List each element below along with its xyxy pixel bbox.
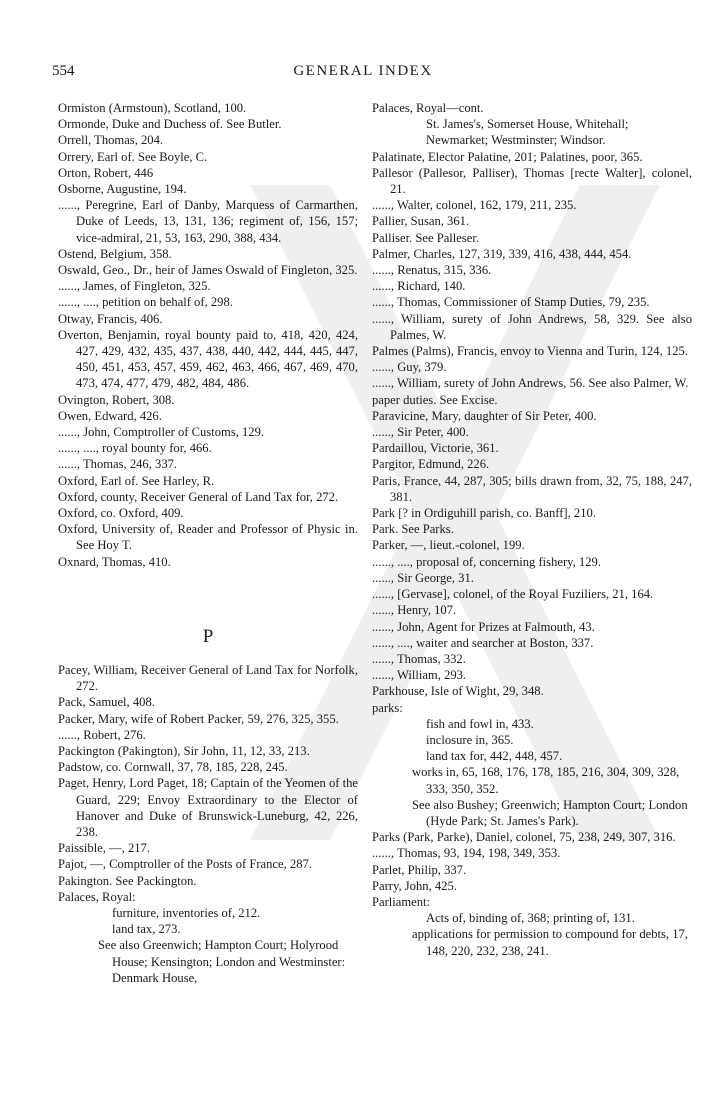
page-number: 554 [52,63,75,79]
index-entry: Packington (Pakington), Sir John, 11, 12, 33, 213. [58,743,310,758]
index-entry: Palatinate, Elector Palatine, 201; Palatines, poor, 365. [372,149,643,164]
index-entry: ......, William, surety of John Andrews, 58, 329. See also Palmes, W. [372,311,692,342]
index-subentry: works in, 65, 168, 176, 178, 185, 216, 304, 309, 328, 333, 350, 352. [412,765,680,796]
index-entry: Ormonde, Duke and Duchess of. See Butler. [58,117,282,132]
index-entry: ......, ...., royal bounty for, 466. [58,441,212,456]
index-entry: ......, Thomas, 332. [372,651,466,666]
index-entry: ......, Thomas, 246, 337. [58,457,178,472]
index-entry: ......, ...., petition on behalf of, 298. [58,295,233,310]
index-entry: Palliser. See Palleser. [372,230,480,245]
index-entry: ......, William, surety of John Andrews, 56. See also Palmer, W. [372,376,689,391]
index-entry: ......, James, of Fingleton, 325. [58,279,211,294]
index-entry: paper duties. See Excise. [372,392,498,407]
index-entry: Orrery, Earl of. See Boyle, C. [58,149,208,164]
index-entry: Pajot, —, Comptroller of the Posts of France, 287. [58,857,312,872]
index-entry: ......, ...., waiter and searcher at Boston, 337. [372,635,594,650]
index-entry: Palaces, Royal: [58,889,136,904]
index-entry: Pacey, William, Receiver General of Land Tax for Norfolk, 272. [58,662,358,694]
index-subentry: land tax for, 442, 448, 457. [426,749,563,764]
index-entry: Parliament: [372,894,431,909]
index-entry: Osborne, Augustine, 194. [58,182,187,197]
index-entry: ......, Sir Peter, 400. [372,425,469,440]
index-entry: Overton, Benjamin, royal bounty paid to, 418, 420, 424, 427, 429, 432, 435, 437, 438, 440, 442, 444, 445, 447, 450, 451, 453, 457, 459, 462, 463, 466, 467, 469, 470, 473, 474, 477, 479, 482, 484, 486. [58,327,358,391]
index-entry: Pargitor, Edmund, 226. [372,457,490,472]
index-entry: Parry, John, 425. [372,878,457,893]
index-entry: Paris, France, 44, 287, 305; bills drawn from, 32, 75, 188, 247, 381. [372,473,692,504]
index-entry: Park [? in Ordiguhill parish, co. Banff], 210. [372,506,596,521]
index-entry: Pakington. See Packington. [58,873,197,888]
index-entry: Otway, Francis, 406. [58,311,163,326]
index-entry: Parkhouse, Isle of Wight, 29, 348. [372,684,544,699]
index-subentry: Acts of, binding of, 368; printing of, 131. [426,911,635,926]
index-entry: ......, Richard, 140. [372,279,466,294]
index-entry: Pardaillou, Victorie, 361. [372,441,499,456]
index-entry: ......, ...., proposal of, concerning fishery, 129. [372,554,601,569]
index-entry: Owen, Edward, 426. [58,408,162,423]
index-entry: ......, Thomas, 93, 194, 198, 349, 353. [372,846,561,861]
index-subentry: See also Bushey; Greenwich; Hampton Court; London (Hyde Park; St. James's Park). [412,797,688,828]
index-subentry: See also Greenwich; Hampton Court; Holyrood House; Kensington; London and Westminster: Denmark House, [98,938,346,985]
index-entry: Padstow, co. Cornwall, 37, 78, 185, 228, 245. [58,760,288,775]
index-entry: Palmes (Palms), Francis, envoy to Vienna and Turin, 124, 125. [372,344,688,359]
index-entry: Oxford, University of, Reader and Professor of Physic in. See Hoy T. [58,522,358,553]
index-entry: Pallesor (Pallesor, Palliser), Thomas [recte Walter], colonel, 21. [372,165,692,197]
index-entry: ......, Henry, 107. [372,603,457,618]
index-subentry: furniture, inventories of, 212. [112,905,261,920]
index-entry: Oxford, co. Oxford, 409. [58,506,184,521]
index-entry: Pack, Samuel, 408. [58,695,155,710]
index-entry: Oxford, Earl of. See Harley, R. [58,473,215,488]
index-entry: ......, John, Comptroller of Customs, 129. [58,425,265,440]
index-entry: parks: [372,700,403,715]
index-entry: Ostend, Belgium, 358. [58,246,172,261]
index-entry: ......, Peregrine, Earl of Danby, Marquess of Carmarthen, Duke of Leeds, 13, 131, 136; regiment of, 156, 157; vice-admiral, 21, 53, 163, 290, 388, 434. [58,198,358,245]
index-entry: Parker, —, lieut.-colonel, 199. [372,538,525,553]
index-entry: ......, Walter, colonel, 162, 179, 211, 235. [372,198,577,213]
page-header [0,63,726,87]
index-entry: Oswald, Geo., Dr., heir of James Oswald of Fingleton, 325. [58,263,358,278]
index-entry: Paravicine, Mary, daughter of Sir Peter, 400. [372,408,597,423]
index-entry: Oxnard, Thomas, 410. [58,554,171,569]
index-entry: Palmer, Charles, 127, 319, 339, 416, 438, 444, 454. [372,246,632,261]
index-subentry: land tax, 273. [112,922,181,937]
index-column-right [372,100,692,959]
index-entry: ......, Guy, 379. [372,360,447,375]
index-subentry: applications for permission to compound for debts, 17, 148, 220, 232, 238, 241. [412,927,688,958]
index-entry: Packer, Mary, wife of Robert Packer, 59, 276, 325, 355. [58,711,339,726]
index-subentry: fish and fowl in, 433. [426,716,534,731]
index-entry: Ovington, Robert, 308. [58,392,175,407]
index-entry: Palaces, Royal—cont. [372,101,484,115]
index-subentry: St. James's, Somerset House, Whitehall; Newmarket; Westminster; Windsor. [426,117,629,148]
index-entry: ......, John, Agent for Prizes at Falmouth, 43. [372,619,595,634]
index-column-left [58,100,358,986]
index-entry: Paget, Henry, Lord Paget, 18; Captain of the Yeomen of the Guard, 229; Envoy Extraordinary to the Elector of Hanover and Duke of Brunswick-Luneburg, 42, 226, 238. [58,776,358,839]
section-letter: P [202,625,214,647]
index-entry: Ormiston (Armstoun), Scotland, 100. [58,101,247,115]
index-subentry: inclosure in, 365. [426,732,514,747]
index-entry: Orton, Robert, 446 [58,165,154,180]
index-entry: ......, William, 293. [372,668,467,683]
index-entry: Oxford, county, Receiver General of Land Tax for, 272. [58,489,339,504]
index-entry: ......, Robert, 276. [58,727,146,742]
index-entry: Park. See Parks. [372,522,454,537]
index-entry: ......, Renatus, 315, 336. [372,263,492,278]
index-entry: Pallier, Susan, 361. [372,214,470,229]
index-entry: Paissible, —, 217. [58,841,151,856]
index-entry: Orrell, Thomas, 204. [58,133,164,148]
index-entry: ......, Sir George, 31. [372,570,474,585]
index-entry: Parlet, Philip, 337. [372,862,467,877]
page-title: GENERAL INDEX [293,63,433,79]
index-entry: ......, Thomas, Commissioner of Stamp Duties, 79, 235. [372,295,650,310]
index-entry: ......, [Gervase], colonel, of the Royal Fuziliers, 21, 164. [372,587,654,602]
index-entry: Parks (Park, Parke), Daniel, colonel, 75, 238, 249, 307, 316. [372,830,676,845]
